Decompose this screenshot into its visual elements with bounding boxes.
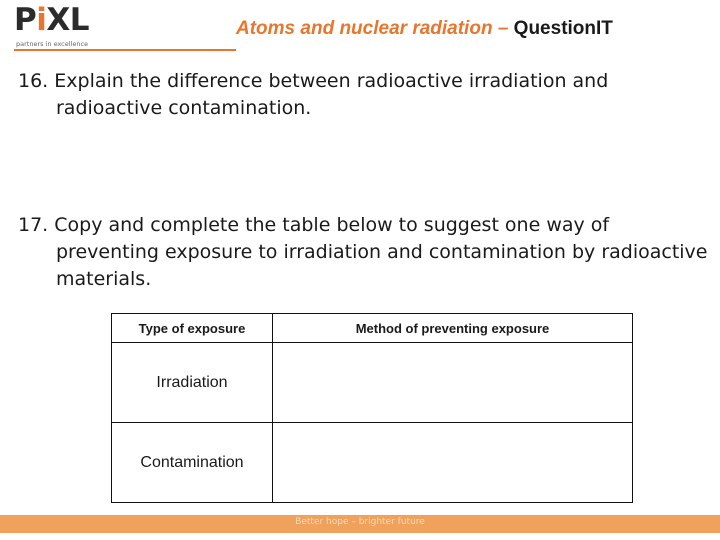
table-header-row <box>112 314 633 343</box>
page-title <box>236 18 710 40</box>
question-16-continuation: radioactive contamination. <box>56 97 312 119</box>
table-row <box>112 423 633 503</box>
answer-cell-contamination[interactable] <box>273 423 633 503</box>
question-17-continuation: preventing exposure to irradiation and contamination by radioactive materials. <box>56 241 708 290</box>
pixl-logo <box>14 4 104 50</box>
row-label-irradiation: Irradiation <box>112 343 273 423</box>
logo-tagline: partners in excellence <box>16 40 89 48</box>
logo-letters-xl: XL <box>46 2 90 38</box>
answer-cell-irradiation[interactable] <box>273 343 633 423</box>
exposure-table <box>111 313 633 503</box>
logo-letter-p: P <box>14 2 37 38</box>
question-17 <box>18 212 708 293</box>
footer-slogan: Better hope – brighter future <box>295 517 425 527</box>
footer-bar <box>0 515 720 533</box>
title-topic: Atoms and nuclear radiation – <box>236 18 514 39</box>
question-16 <box>18 68 708 122</box>
logo-wordmark <box>14 2 89 38</box>
title-brand: QuestionIT <box>513 18 613 39</box>
logo-letter-i: i <box>36 2 47 38</box>
header-divider <box>14 49 236 51</box>
row-label-contamination: Contamination <box>112 423 273 503</box>
header-type-of-exposure: Type of exposure <box>112 314 273 343</box>
question-16-line-1: 16. Explain the difference between radioactive irradiation and <box>18 70 609 92</box>
question-17-line-1: 17. Copy and complete the table below to suggest one way of <box>18 214 610 236</box>
table-row <box>112 343 633 423</box>
header-method-of-preventing: Method of preventing exposure <box>273 314 633 343</box>
